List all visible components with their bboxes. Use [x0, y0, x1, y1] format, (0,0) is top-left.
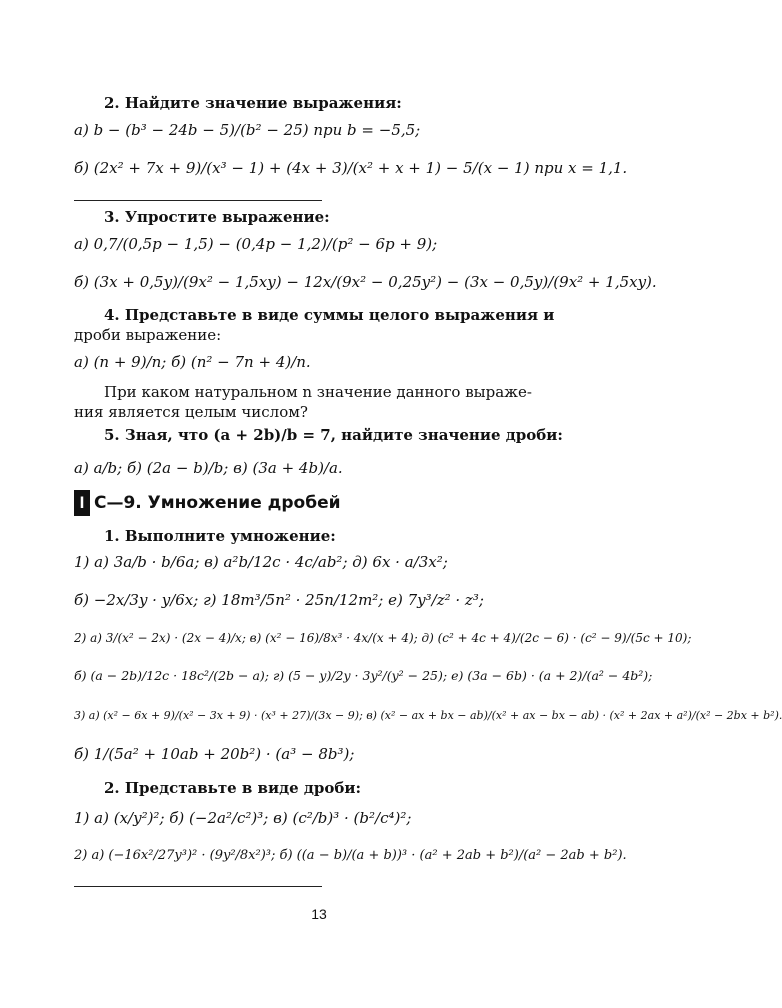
page-number: 13 — [311, 906, 327, 922]
task-3-item-b: б) (3x + 0,5y)/(9x² − 1,5xy) − 12x/(9x² − 0,25y²) − (3x − 0,5y)/(9x² + 1,5xy). — [74, 273, 657, 291]
footnote-divider — [74, 886, 322, 887]
task-5-heading: 5. Зная, что (a + 2b)/b = 7, найдите значение дроби: — [104, 426, 563, 444]
task-5-items: а) a/b; б) (2a − b)/b; в) (3a + 4b)/a. — [74, 459, 343, 477]
section-title: С—9. Умножение дробей — [94, 493, 341, 513]
exercise-1-row-2a: 2) а) 3/(x² − 2x) · (2x − 4)/x; в) (x² − 16)/8x³ · 4x/(x + 4); д) (c² + 4c + 4)/(2c − 6) · (c² − 9)/(5c + 10); — [74, 631, 692, 645]
divider-line — [74, 200, 322, 201]
task-4-heading: 4. Представьте в виде суммы целого выражения и — [104, 306, 555, 324]
exercise-2-heading: 2. Представьте в виде дроби: — [104, 779, 361, 797]
task-3-heading: 3. Упростите выражение: — [104, 208, 330, 226]
exercise-1-row-3a: 3) а) (x² − 6x + 9)/(x² − 3x + 9) · (x³ + 27)/(3x − 9); в) (x² − ax + bx − ab)/(x² + ax − bx − ab) · (x² + 2ax + a²)/(x² − 2bx + b²). — [74, 709, 782, 722]
task-4-question-continuation: ния является целым числом? — [74, 403, 308, 421]
exercise-1-row-1a: 1) а) 3a/b · b/6a; в) a²b/12c · 4c/ab²; д) 6x · a/3x²; — [74, 553, 448, 571]
task-2-item-b: б) (2x² + 7x + 9)/(x³ − 1) + (4x + 3)/(x² + x + 1) − 5/(x − 1) при x = 1,1. — [74, 159, 628, 177]
task-4-items: а) (n + 9)/n; б) (n² − 7n + 4)/n. — [74, 353, 311, 371]
exercise-1-heading: 1. Выполните умножение: — [104, 527, 336, 545]
exercise-1-row-1b: б) −2x/3y · y/6x; г) 18m³/5n² · 25n/12m²; е) 7y³/z² · z³; — [74, 591, 484, 609]
exercise-2-row-1: 1) а) (x/y²)²; б) (−2a²/c²)³; в) (c²/b)³ · (b²/c⁴)²; — [74, 809, 412, 827]
task-3-item-a: а) 0,7/(0,5p − 1,5) − (0,4p − 1,2)/(p² − 6p + 9); — [74, 235, 438, 253]
exercise-1-row-2b: б) (a − 2b)/12c · 18c²/(2b − a); г) (5 − y)/2y · 3y²/(y² − 25); е) (3a − 6b) · (a + 2)/(a² − 4b²); — [74, 668, 653, 683]
section-level-badge: I — [74, 490, 90, 516]
section-header — [74, 490, 341, 516]
exercise-1-row-3b: б) 1/(5a² + 10ab + 20b²) · (a³ − 8b³); — [74, 745, 355, 763]
task-4-continuation: дроби выражение: — [74, 326, 222, 344]
exercise-2-row-2: 2) а) (−16x²/27y³)² · (9y²/8x²)³; б) ((a − b)/(a + b))³ · (a² + 2ab + b²)/(a² − 2ab + b²). — [74, 848, 627, 863]
task-4-question: При каком натуральном n значение данного выраже- — [104, 383, 532, 401]
task-2-heading: 2. Найдите значение выражения: — [104, 94, 402, 112]
task-2-item-a: а) b − (b³ − 24b − 5)/(b² − 25) при b = −5,5; — [74, 121, 421, 139]
